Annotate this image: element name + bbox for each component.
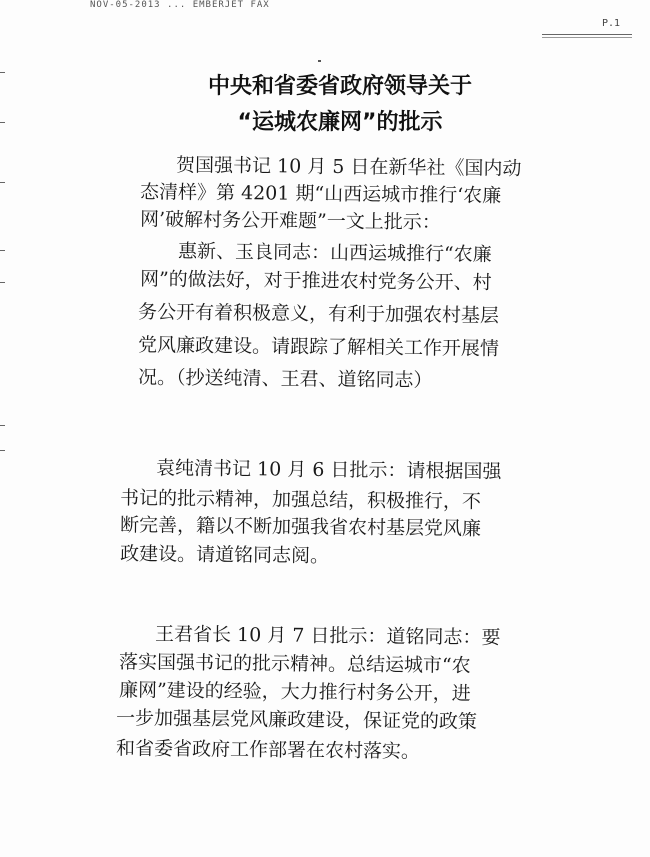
section1-line-3: 网’破解村务公开难题”一文上批示： [139,208,441,234]
section3-line-1: 王君省长 10 月 7 日批示：道铭同志：要 [154,623,501,649]
section1-line-6: 务公开有着积极意义，有利于加强农村基层 [137,301,500,327]
document-title-line-2: “运城农廉网”的批示 [237,110,443,135]
margin-tick [0,450,5,451]
section3-line-5: 和省委省政府工作部署在农村落实。 [115,737,421,763]
section1-line-4: 惠新、玉良同志：山西运城推行“农廉 [177,240,492,266]
section1-line-2: 态清样》第 4201 期“山西运城市推行‘农廉 [139,181,502,207]
section3-line-2: 落实国强书记的批示精神。总结运城市“农 [118,651,471,677]
margin-tick [0,425,5,426]
margin-tick [0,122,5,123]
section1-line-1: 贺国强书记 10 月 5 日在新华社《国内动 [175,154,522,180]
section1-line-5: 网”的做法好，对于推进农村党务公开、村 [139,268,492,294]
section1-line-7: 党风廉政建设。请跟踪了解相关工作开展情 [137,334,500,360]
section2-line-2: 书记的批示精神，加强总结，积极推行，不 [119,487,482,513]
margin-tick [0,282,5,283]
document-title-line-1: 中央和省委省政府领导关于 [207,74,472,99]
page-number: P.1 [601,18,620,29]
section2-line-3: 断完善，籍以不断加强我省农村基层党风廉 [119,514,482,540]
margin-tick [0,72,5,73]
page-number-rule-2 [542,37,632,38]
page-number-rule [542,34,632,35]
section1-line-8: 况。（抄送纯清、王君、道铭同志） [137,366,433,392]
section2-line-1: 袁纯清书记 10 月 6 日批示：请根据国强 [155,457,502,483]
margin-tick [0,250,5,251]
section2-line-4: 政建设。请道铭同志阅。 [119,542,330,568]
fax-header: NOV-05-2013 ... EMBERJET FAX [90,0,270,10]
speck [318,60,321,62]
margin-tick [0,182,5,183]
section3-line-3: 廉网”建设的经验，大力推行村务公开，进 [118,679,471,705]
section3-line-4: 一步加强基层党风廉政建设，保证党的政策 [115,707,478,733]
